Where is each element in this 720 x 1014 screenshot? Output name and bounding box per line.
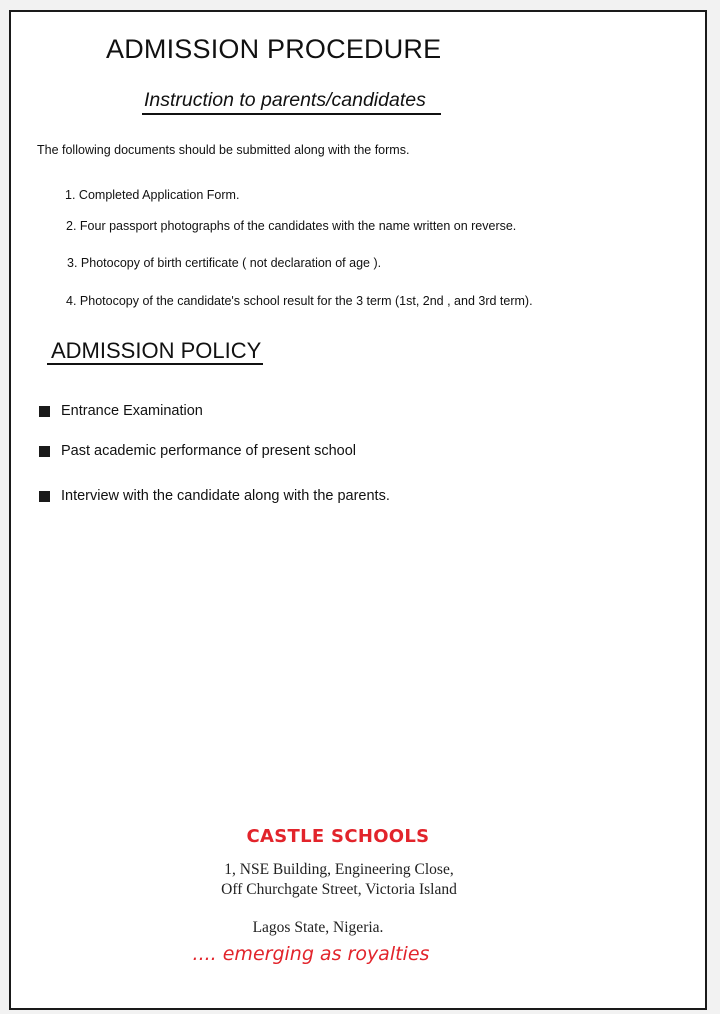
address-line-2: Off Churchgate Street, Victoria Island (221, 881, 457, 898)
policy-item-text: Past academic performance of present school (61, 443, 356, 459)
policy-item-text: Interview with the candidate along with the parents. (61, 488, 390, 504)
document-item-text: Photocopy of the candidate's school result for the 3 term (1st, 2nd , and 3rd term). (79, 294, 533, 308)
document-item-number: 2. (66, 219, 77, 233)
policy-item-1 (39, 403, 203, 419)
intro-text: The following documents should be submitted along with the forms. (37, 143, 410, 157)
document-item-2 (66, 219, 516, 233)
square-bullet-icon (39, 491, 50, 502)
document-item-text: Four passport photographs of the candidates with the name written on reverse. (79, 219, 517, 233)
square-bullet-icon (39, 446, 50, 457)
document-page (9, 10, 707, 1010)
policy-item-text: Entrance Examination (61, 403, 203, 419)
document-item-number: 1. (65, 188, 76, 202)
document-item-text: Completed Application Form. (78, 188, 240, 202)
page-title: ADMISSION PROCEDURE (106, 34, 442, 64)
admission-policy-heading: ADMISSION POLICY (51, 338, 262, 363)
school-motto: .... emerging as royalties (192, 943, 430, 965)
school-name: CASTLE SCHOOLS (246, 826, 430, 847)
document-item-1 (65, 188, 239, 202)
document-item-3 (67, 256, 381, 270)
address-line-1: 1, NSE Building, Engineering Close, (224, 861, 454, 878)
subtitle-underline (142, 113, 441, 115)
document-item-number: 3. (67, 256, 78, 270)
policy-item-2 (39, 443, 356, 459)
document-item-4 (66, 294, 533, 308)
policy-item-3 (39, 488, 390, 504)
instruction-subtitle: Instruction to parents/candidates (144, 89, 426, 111)
policy-heading-underline (47, 363, 263, 365)
square-bullet-icon (39, 406, 50, 417)
address-line-3: Lagos State, Nigeria. (252, 919, 384, 936)
document-item-text: Photocopy of birth certificate ( not declaration of age ). (80, 256, 382, 270)
document-item-number: 4. (66, 294, 77, 308)
